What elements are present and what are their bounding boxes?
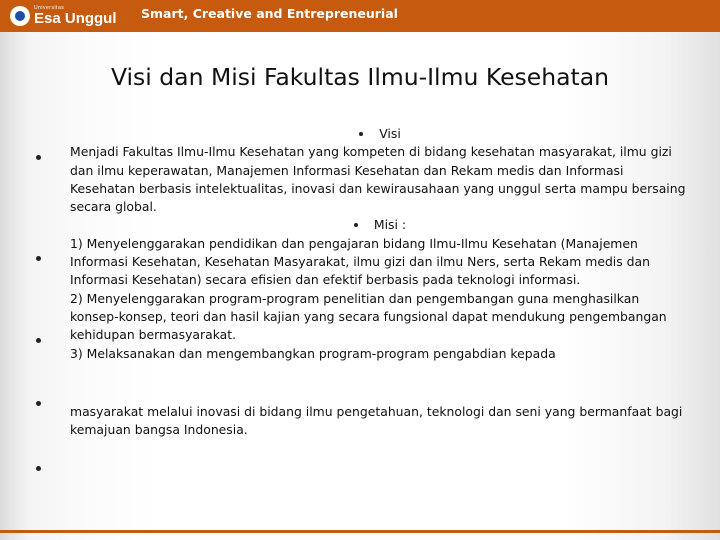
bullet-icon	[36, 466, 41, 471]
misi-item-3: 3) Melaksanakan dan mengembangkan program-program pengabdian kepada	[70, 345, 556, 361]
bullet-icon	[36, 401, 41, 406]
misi-item-1: 1) Menyelenggarakan pendidikan dan pengajaran bidang Ilmu-Ilmu Kesehatan (Manajemen Informasi Kesehatan, Kesehatan Masyarakat, ilmu gizi dan ilmu Ners, serta Rekam medis dan Informasi Kesehatan) secara efisien dan efektif berbasis pada teknologi informasi.	[70, 235, 650, 288]
logo-name: Esa Unggul	[34, 10, 117, 27]
bullet-icon	[359, 132, 363, 136]
misi-item-3-continued: masyarakat melalui inovasi di bidang ilmu pengetahuan, teknologi dan seni yang bermanfaat bagi kemajuan bangsa Indonesia.	[70, 403, 683, 438]
header-bar	[0, 0, 720, 32]
bullet-icon	[36, 256, 41, 261]
bullet-icon	[354, 223, 358, 227]
visi-heading-line	[70, 125, 690, 143]
logo-emblem-icon	[10, 6, 30, 26]
bullet-icon	[36, 155, 41, 160]
tagline: Smart, Creative and Entrepreneurial	[141, 6, 398, 21]
visi-heading: Visi	[379, 126, 401, 141]
bullet-column	[36, 0, 48, 540]
slide-body	[70, 125, 690, 439]
bullet-icon	[36, 338, 41, 343]
misi-heading-line	[70, 216, 690, 234]
bottom-accent-line	[0, 530, 720, 533]
slide-title: Visi dan Misi Fakultas Ilmu-Ilmu Kesehatan	[110, 63, 610, 91]
misi-heading: Misi :	[373, 217, 407, 233]
logo-subtext: Universitas	[34, 5, 65, 11]
university-logo	[10, 4, 128, 28]
misi-item-2: 2) Menyelenggarakan program-program penelitian dan pengembangan guna menghasilkan konsep-konsep, teori dan hasil kajian yang secara fungsional dapat mendukung pengembangan kehidupan bermasyarakat.	[70, 290, 667, 343]
visi-text: Menjadi Fakultas Ilmu-Ilmu Kesehatan yang kompeten di bidang kesehatan masyarakat, ilmu gizi dan ilmu keperawatan, Manajemen Informasi Kesehatan dan Rekam medis dan Informasi Kesehatan berbasis intelektualitas, inovasi dan kewirausahaan yang unggul serta mampu bersaing secara global.	[70, 144, 686, 215]
